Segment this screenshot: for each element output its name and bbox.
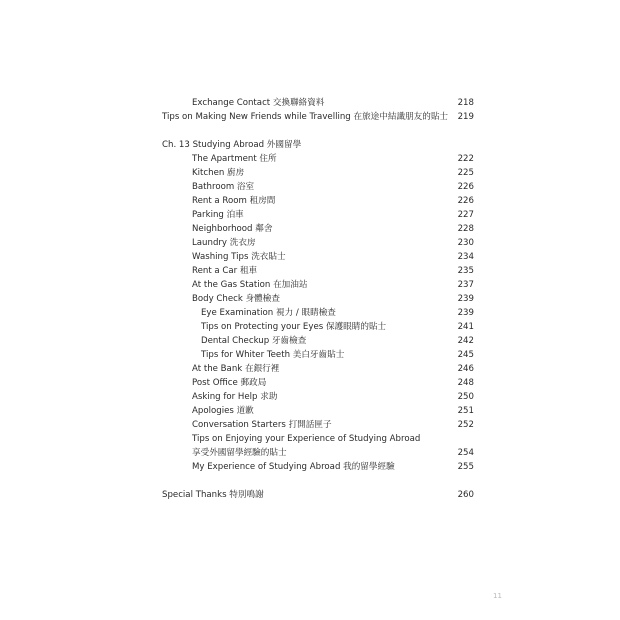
toc-entry-page: 251 xyxy=(457,406,474,416)
toc-entry-title: The Apartment 住所 xyxy=(192,154,277,164)
toc-entry-page: 226 xyxy=(457,182,474,192)
toc-subentry xyxy=(0,321,620,334)
toc-entry xyxy=(0,293,620,306)
toc-entry xyxy=(0,209,620,222)
toc-entry-page: 222 xyxy=(457,154,474,164)
toc-entry-title: Tips on Making New Friends while Travelling 在旅途中結識朋友的貼士 xyxy=(162,112,449,122)
toc-entry xyxy=(0,447,620,460)
toc-entry xyxy=(0,153,620,166)
toc-entry-page: 218 xyxy=(457,98,474,108)
toc-entry-title: 享受外國留學經驗的貼士 xyxy=(192,448,287,458)
toc-entry-title: At the Bank 在銀行裡 xyxy=(192,364,280,374)
toc-entry xyxy=(0,489,620,502)
toc-entry xyxy=(0,419,620,432)
toc-entry-title: Special Thanks 特別鳴謝 xyxy=(162,490,264,500)
toc-entry xyxy=(0,265,620,278)
toc-entry-title: Tips for Whiter Teeth 美白牙齒貼士 xyxy=(201,350,345,360)
toc-entry-title: Post Office 郵政局 xyxy=(192,378,267,388)
toc-entry-page: 227 xyxy=(457,210,474,220)
toc-entry xyxy=(0,391,620,404)
toc-entry-page: 228 xyxy=(457,224,474,234)
toc-entry-title: Tips on Protecting your Eyes 保護眼睛的貼士 xyxy=(201,322,387,332)
toc-entry-page: 252 xyxy=(457,420,474,430)
toc-entry xyxy=(0,461,620,474)
toc-entry-page: 226 xyxy=(457,196,474,206)
toc-entry-page: 225 xyxy=(457,168,474,178)
toc-entry-page: 250 xyxy=(457,392,474,402)
toc-entry-title: Washing Tips 洗衣貼士 xyxy=(192,252,286,262)
toc-entry-title: Exchange Contact 交換聯絡資料 xyxy=(192,98,325,108)
chapter-title: Ch. 13 Studying Abroad 外國留學 xyxy=(162,140,302,150)
toc-subentry xyxy=(0,307,620,320)
toc-entry-title: Eye Examination 視力 / 眼睛檢查 xyxy=(201,308,336,318)
toc-subentry xyxy=(0,335,620,348)
toc-entry xyxy=(0,433,620,446)
toc-entry-page: 260 xyxy=(457,490,474,500)
toc-entry-title: Rent a Car 租車 xyxy=(192,266,258,276)
toc-entry-page: 219 xyxy=(457,112,474,122)
toc-entry xyxy=(0,111,620,124)
toc-entry-title: Kitchen 廚房 xyxy=(192,168,245,178)
toc-entry-title: Neighborhood 鄰舍 xyxy=(192,224,273,234)
toc-entry-title: Body Check 身體檢查 xyxy=(192,294,280,304)
toc-entry xyxy=(0,279,620,292)
toc-entry-page: 245 xyxy=(457,350,474,360)
toc-entry-title: Bathroom 浴室 xyxy=(192,182,255,192)
toc-entry-title: Asking for Help 求助 xyxy=(192,392,278,402)
toc-entry-title: Conversation Starters 打開話匣子 xyxy=(192,420,332,430)
toc-entry-title: Tips on Enjoying your Experience of Studying Abroad xyxy=(192,434,421,444)
toc-subentry xyxy=(0,349,620,362)
toc-entry xyxy=(0,237,620,250)
toc-entry-title: Dental Checkup 牙齒檢查 xyxy=(201,336,307,346)
toc-entry xyxy=(0,377,620,390)
toc-entry xyxy=(0,405,620,418)
toc-entry xyxy=(0,223,620,236)
toc-entry-title: At the Gas Station 在加油站 xyxy=(192,280,308,290)
toc-entry-title: My Experience of Studying Abroad 我的留學經驗 xyxy=(192,462,395,472)
toc-entry-page: 255 xyxy=(457,462,474,472)
toc-entry xyxy=(0,97,620,110)
toc-entry-page: 242 xyxy=(457,336,474,346)
toc-entry xyxy=(0,251,620,264)
toc-entry-title: Apologies 道歉 xyxy=(192,406,254,416)
toc-entry xyxy=(0,363,620,376)
toc-entry xyxy=(0,181,620,194)
toc-entry-title: Parking 泊車 xyxy=(192,210,244,220)
toc-entry xyxy=(0,167,620,180)
toc-entry-title: Rent a Room 租房間 xyxy=(192,196,276,206)
toc-entry xyxy=(0,195,620,208)
toc-entry-page: 254 xyxy=(457,448,474,458)
toc-entry-page: 246 xyxy=(457,364,474,374)
toc-entry-page: 235 xyxy=(457,266,474,276)
toc-chapter-heading xyxy=(0,139,620,152)
toc-entry-title: Laundry 洗衣房 xyxy=(192,238,256,248)
toc-entry-page: 239 xyxy=(457,308,474,318)
toc-entry-page: 230 xyxy=(457,238,474,248)
page-number: 11 xyxy=(493,592,502,600)
toc-entry-page: 239 xyxy=(457,294,474,304)
toc-entry-page: 234 xyxy=(457,252,474,262)
toc-entry-page: 241 xyxy=(457,322,474,332)
toc-entry-page: 237 xyxy=(457,280,474,290)
toc-entry-page: 248 xyxy=(457,378,474,388)
